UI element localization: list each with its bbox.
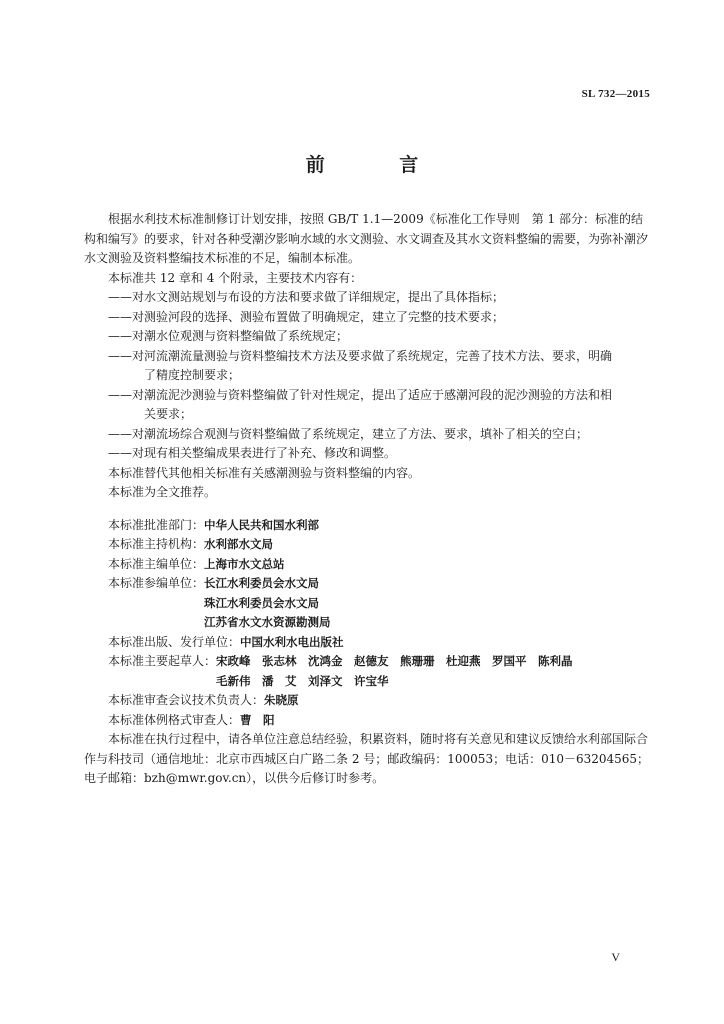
participant-row: 珠江水利委员会水文局 [204, 595, 319, 610]
approval-row: 本标准批准部门：中华人民共和国水利部 [108, 517, 320, 532]
list-item: ——对河流潮流量测验与资料整编技术方法及要求做了系统规定，完善了技术方法、要求，明确 了精度控制要求； [108, 348, 613, 382]
recommend-statement: 本标准为全文推荐。 [108, 485, 217, 499]
format-reviewer-row: 本标准体例格式审查人：曹 阳 [108, 712, 275, 727]
participant-row: 本标准参编单位：长江水利委员会水文局 [108, 576, 320, 590]
list-item: ——对现有相关整编成果表进行了补充、修改和调整。 [108, 446, 397, 460]
page-title: 前 言 [305, 154, 453, 176]
drafters-row: 本标准主要起草人：宋政峰 张志林 沈鸿金 赵德友 熊珊珊 杜迎燕 罗国平 陈利晶 [108, 654, 573, 668]
drafters-row-2: 毛新伟 潘 艾 刘泽文 许宝华 [216, 673, 389, 688]
standard-code: SL 732—2015 [581, 88, 650, 100]
page-number: V [611, 950, 620, 964]
contents-intro: 本标准共 12 章和 4 个附录，主要技术内容有： [108, 270, 363, 285]
foreword-body [84, 210, 650, 789]
publisher-row: 本标准出版、发行单位：中国水利水电出版社 [108, 634, 344, 649]
intro-paragraph: 根据水利技术标准制修订计划安排，按照 GB/T 1.1—2009《标准化工作导则 第 1 部分：标准的结构和编写》的要求，针对各种受潮汐影响水域的水文测验、水文调查及其水文资料整编的需要，为弥补潮汐水文测验及资料整编技术标准的不足，编制本标准。 [84, 212, 649, 265]
list-item: ——对潮水位观测与资料整编做了系统规定； [108, 329, 349, 343]
reviewer-row: 本标准审查会议技术负责人：朱晓原 [108, 693, 299, 707]
list-item: ——对潮流场综合观测与资料整编做了系统规定，建立了方法、要求，填补了相关的空白； [108, 426, 589, 441]
list-item: ——对测验河段的选择、测验布置做了明确规定，建立了完整的技术要求； [108, 309, 505, 324]
host-row: 本标准主持机构：水利部水文局 [108, 537, 274, 551]
closing-paragraph: 本标准在执行过程中，请各单位注意总结经验，积累资料，随时将有关意见和建议反馈给水利部国际合作与科技司（通信地址：北京市西城区白广路二条 2 号；邮政编码：100053；电话：010－63204565；电子邮箱：bzh@mwr.gov.cn），以供今后修订时参考。 [84, 732, 650, 785]
participant-row: 江苏省水文水资源勘测局 [204, 615, 331, 629]
list-item: ——对潮流泥沙测验与资料整编做了针对性规定，提出了适应于感潮河段的泥沙测验的方法和相 关要求； [108, 387, 613, 421]
chief-row: 本标准主编单位：上海市水文总站 [108, 556, 285, 571]
list-item: ——对水文测站规划与布设的方法和要求做了详细规定，提出了具体指标； [108, 290, 505, 304]
replace-statement: 本标准替代其他相关标准有关感潮测验与资料整编的内容。 [108, 465, 421, 480]
